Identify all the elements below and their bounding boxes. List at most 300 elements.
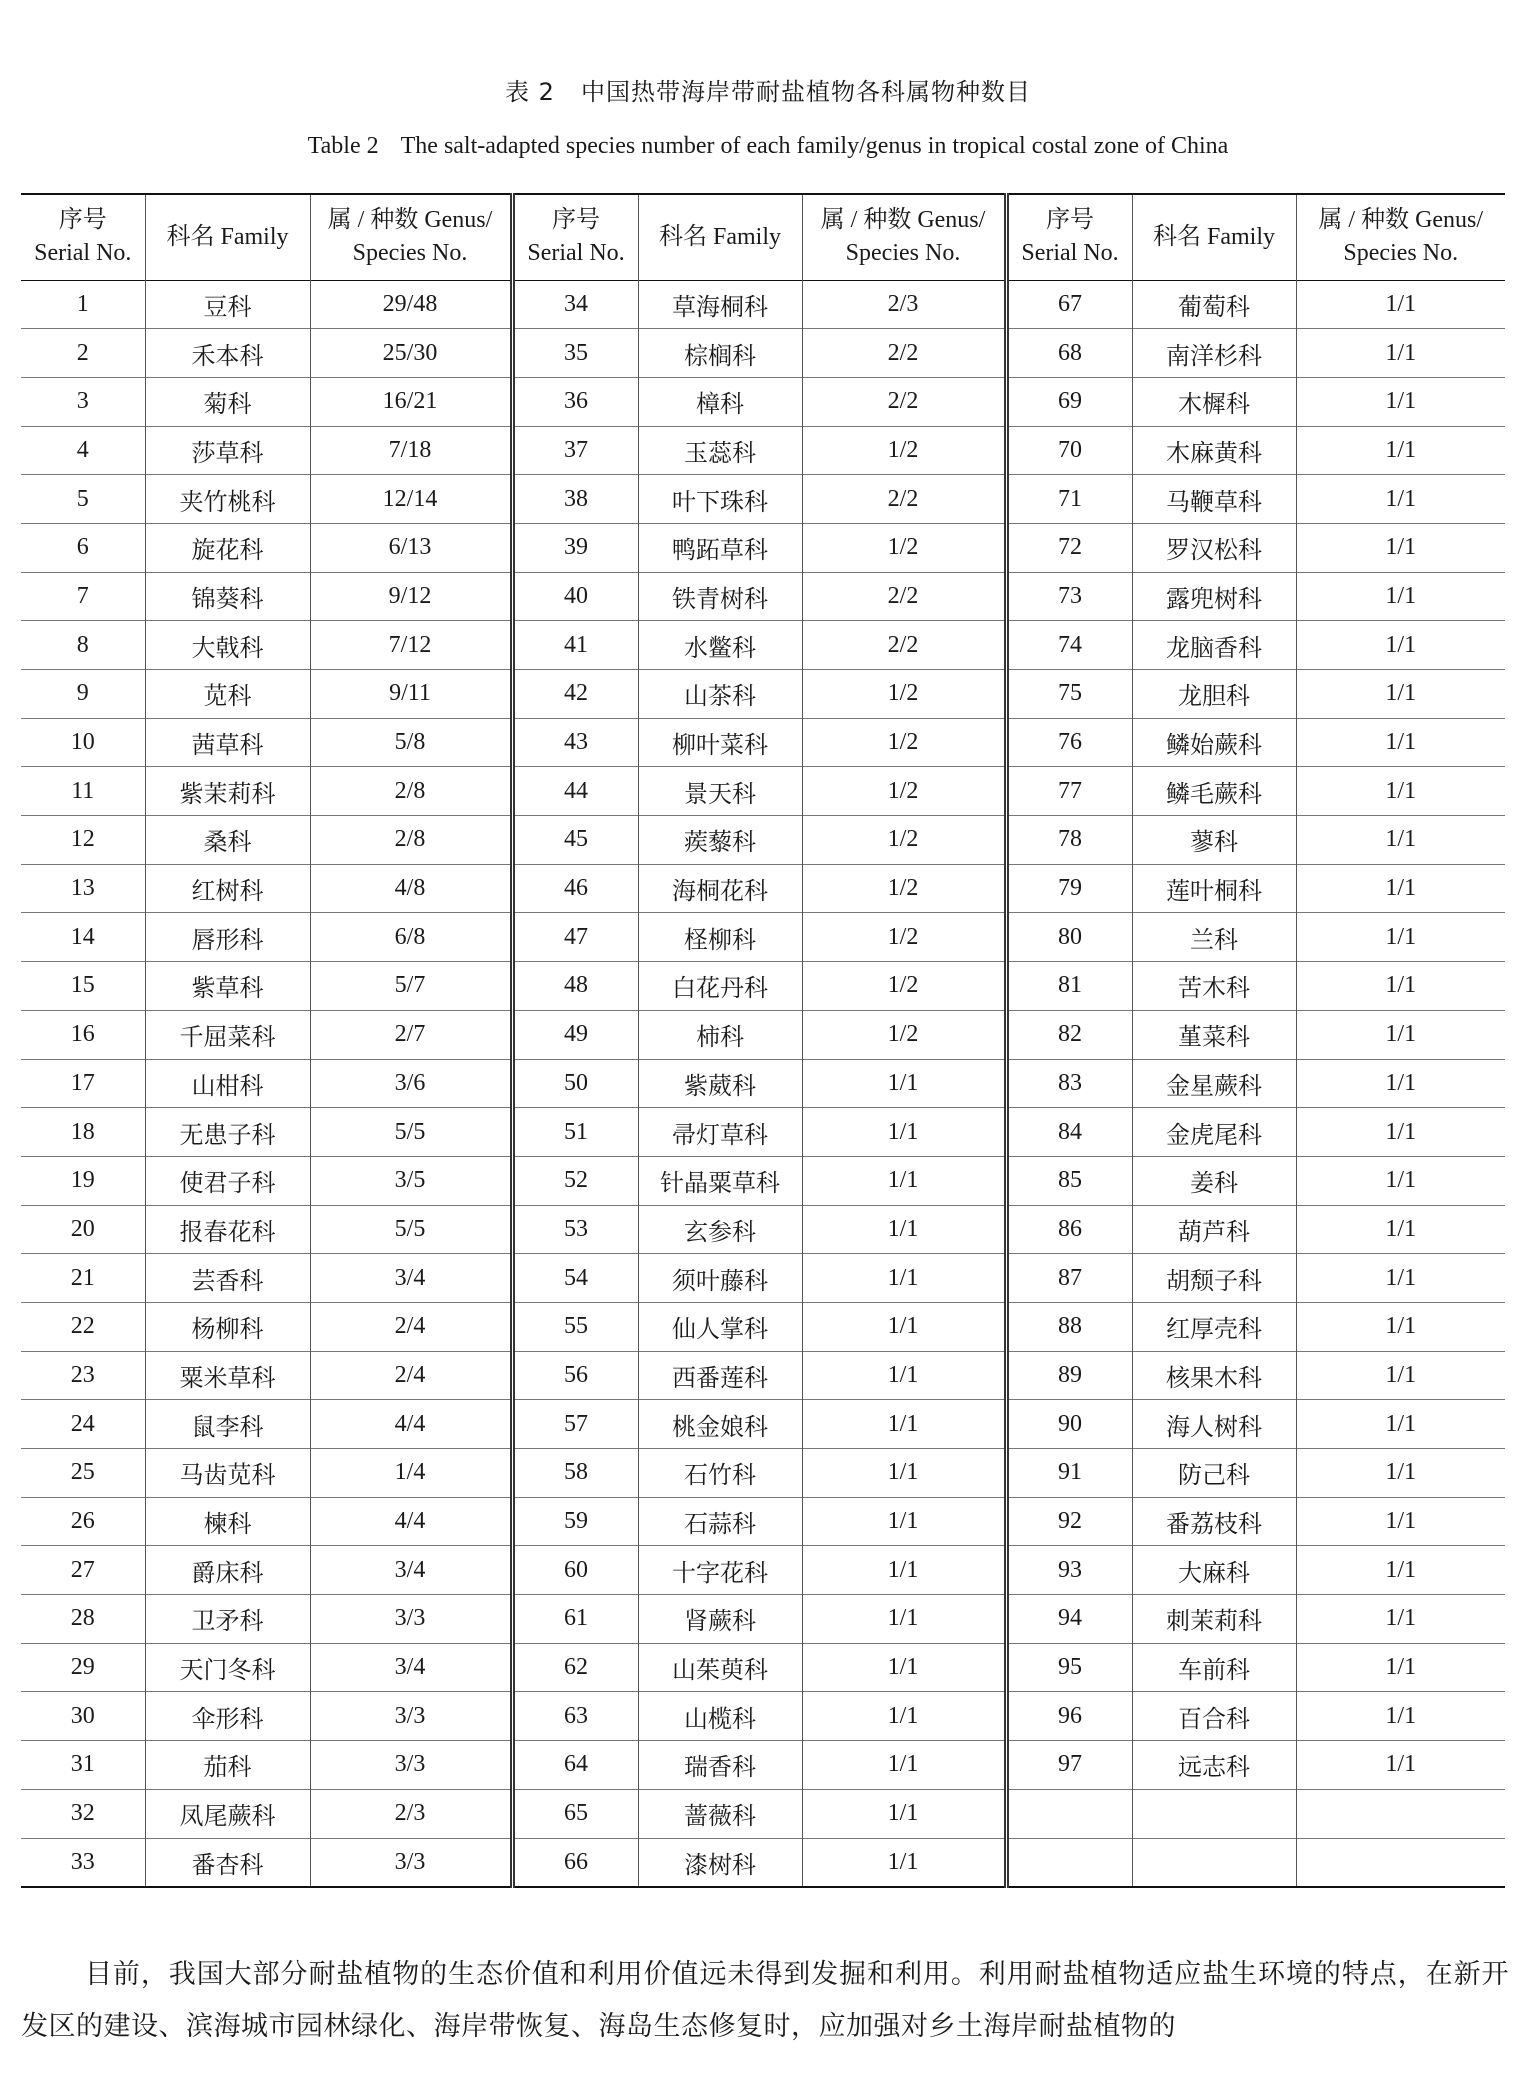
header-family: 科名 Family [638, 194, 802, 280]
table-row [21, 962, 1505, 1011]
serial-cell: 61 [512, 1595, 638, 1644]
family-cell: 海桐花科 [638, 864, 802, 913]
count-cell: 5/8 [310, 718, 512, 767]
family-cell: 山茶科 [638, 670, 802, 719]
family-cell: 桑科 [145, 816, 310, 865]
family-cell: 刺茉莉科 [1132, 1595, 1296, 1644]
count-cell: 2/3 [310, 1789, 512, 1838]
serial-cell: 67 [1006, 280, 1132, 329]
count-cell: 1/1 [1296, 1449, 1505, 1498]
serial-cell: 71 [1006, 475, 1132, 524]
serial-cell: 9 [76, 680, 89, 707]
family-cell: 防己科 [1132, 1449, 1296, 1498]
count-cell: 1/2 [802, 426, 1006, 475]
count-cell: 1/1 [1296, 1351, 1505, 1400]
serial-cell: 76 [1006, 718, 1132, 767]
serial-cell: 28 [70, 1605, 95, 1632]
family-cell: 海人树科 [1132, 1400, 1296, 1449]
count-cell: 1/1 [1296, 816, 1505, 865]
family-cell: 锦葵科 [145, 572, 310, 621]
table-row [21, 329, 1505, 378]
count-cell: 7/18 [310, 426, 512, 475]
serial-cell: 41 [512, 621, 638, 670]
table-number-en: Table 2 [307, 133, 379, 159]
header-count: 属 / 种数 Genus/ Species No. [310, 194, 512, 280]
count-cell: 2/2 [802, 621, 1006, 670]
table-row [21, 1595, 1505, 1644]
count-cell: 5/5 [310, 1108, 512, 1157]
family-cell: 番荔枝科 [1132, 1497, 1296, 1546]
serial-cell: 29 [70, 1654, 95, 1681]
serial-cell: 80 [1006, 913, 1132, 962]
serial-cell: 34 [512, 280, 638, 329]
count-cell: 5/7 [310, 962, 512, 1011]
family-cell: 南洋杉科 [1132, 329, 1296, 378]
serial-cell: 56 [512, 1351, 638, 1400]
family-cell: 山茱萸科 [638, 1643, 802, 1692]
body-paragraph: 目前，我国大部分耐盐植物的生态价值和利用价值远未得到发掘和利用。利用耐盐植物适应盐生环境的特点，在新开发区的建设、滨海城市园林绿化、海岸带恢复、海岛生态修复时，应加强对乡土海岸耐盐植物的 [21, 1959, 1509, 2042]
family-cell: 蓼科 [1132, 816, 1296, 865]
table-row [21, 1156, 1505, 1205]
table-row [21, 913, 1505, 962]
family-cell: 葡萄科 [1132, 280, 1296, 329]
serial-cell: 15 [70, 972, 95, 999]
family-cell: 马鞭草科 [1132, 475, 1296, 524]
count-cell: 6/13 [310, 523, 512, 572]
serial-cell: 43 [512, 718, 638, 767]
family-cell: 柽柳科 [638, 913, 802, 962]
count-cell: 25/30 [310, 329, 512, 378]
family-cell: 夹竹桃科 [145, 475, 310, 524]
count-cell: 1/1 [802, 1497, 1006, 1546]
serial-cell: 37 [512, 426, 638, 475]
count-cell: 1/1 [1296, 1108, 1505, 1157]
header-serial: 序号 Serial No. [1006, 194, 1132, 280]
count-cell: 1/1 [802, 1302, 1006, 1351]
count-cell: 1/1 [1296, 572, 1505, 621]
serial-cell: 84 [1006, 1108, 1132, 1157]
family-cell: 罗汉松科 [1132, 523, 1296, 572]
count-cell: 1/1 [1296, 280, 1505, 329]
count-cell: 1/1 [1296, 1302, 1505, 1351]
family-cell: 姜科 [1132, 1156, 1296, 1205]
count-cell: 1/1 [1296, 1692, 1505, 1741]
serial-cell: 77 [1006, 767, 1132, 816]
serial-cell: 92 [1006, 1497, 1132, 1546]
count-cell: 3/3 [310, 1741, 512, 1790]
serial-cell: 23 [70, 1361, 95, 1388]
serial-cell: 72 [1006, 523, 1132, 572]
table-header-row [21, 194, 1505, 280]
serial-cell: 45 [512, 816, 638, 865]
count-cell: 1/1 [1296, 864, 1505, 913]
family-cell: 茜草科 [145, 718, 310, 767]
serial-cell: 52 [512, 1156, 638, 1205]
family-cell: 千屈菜科 [145, 1010, 310, 1059]
count-cell: 1/1 [802, 1205, 1006, 1254]
count-cell: 2/8 [310, 816, 512, 865]
table-row [21, 1692, 1505, 1741]
family-cell: 伞形科 [145, 1692, 310, 1741]
family-cell: 金虎尾科 [1132, 1108, 1296, 1157]
family-cell: 马齿苋科 [145, 1449, 310, 1498]
table-row [21, 1108, 1505, 1157]
count-cell: 1/1 [802, 1789, 1006, 1838]
serial-cell: 91 [1006, 1449, 1132, 1498]
family-cell: 石竹科 [638, 1449, 802, 1498]
serial-cell: 36 [512, 377, 638, 426]
serial-cell: 7 [76, 582, 89, 609]
count-cell: 9/12 [310, 572, 512, 621]
family-cell: 葫芦科 [1132, 1205, 1296, 1254]
family-cell: 胡颓子科 [1132, 1254, 1296, 1303]
serial-cell: 16 [70, 1021, 95, 1048]
serial-cell: 5 [76, 485, 89, 512]
serial-cell: 65 [512, 1789, 638, 1838]
count-cell: 2/2 [802, 572, 1006, 621]
serial-cell: 38 [512, 475, 638, 524]
count-cell: 12/14 [310, 475, 512, 524]
serial-cell [1006, 1789, 1132, 1838]
table-caption-cn [0, 72, 1536, 107]
count-cell: 1/1 [802, 1351, 1006, 1400]
table-row [21, 1838, 1505, 1887]
table-title-en: The salt-adapted species number of each family/genus in tropical costal zone of China [400, 133, 1229, 159]
count-cell: 1/1 [1296, 1595, 1505, 1644]
serial-cell: 10 [70, 729, 95, 756]
count-cell: 2/4 [310, 1351, 512, 1400]
family-cell: 木樨科 [1132, 377, 1296, 426]
family-cell: 天门冬科 [145, 1643, 310, 1692]
table-row [21, 572, 1505, 621]
count-cell: 1/1 [1296, 1400, 1505, 1449]
table-row [21, 1400, 1505, 1449]
serial-cell: 33 [70, 1848, 95, 1875]
table-row [21, 1010, 1505, 1059]
count-cell: 1/1 [1296, 523, 1505, 572]
count-cell: 1/1 [802, 1838, 1006, 1887]
table-row [21, 1449, 1505, 1498]
serial-cell: 69 [1006, 377, 1132, 426]
count-cell: 1/1 [1296, 1643, 1505, 1692]
serial-cell: 83 [1006, 1059, 1132, 1108]
table-row [21, 1546, 1505, 1595]
count-cell: 1/2 [802, 718, 1006, 767]
family-cell: 红树科 [145, 864, 310, 913]
family-cell: 龙胆科 [1132, 670, 1296, 719]
serial-cell: 75 [1006, 670, 1132, 719]
family-cell: 十字花科 [638, 1546, 802, 1595]
count-cell: 2/8 [310, 767, 512, 816]
serial-cell: 22 [70, 1313, 95, 1340]
serial-cell: 13 [70, 875, 95, 902]
serial-cell: 55 [512, 1302, 638, 1351]
serial-cell: 48 [512, 962, 638, 1011]
family-cell [1132, 1789, 1296, 1838]
count-cell: 1/2 [802, 1010, 1006, 1059]
table-caption-en [0, 133, 1536, 160]
count-cell: 3/3 [310, 1838, 512, 1887]
family-cell: 茄科 [145, 1741, 310, 1790]
family-cell: 蔷薇科 [638, 1789, 802, 1838]
count-cell: 1/1 [802, 1400, 1006, 1449]
serial-cell: 93 [1006, 1546, 1132, 1595]
family-cell: 莲叶桐科 [1132, 864, 1296, 913]
count-cell: 1/1 [1296, 377, 1505, 426]
count-cell: 1/2 [802, 816, 1006, 865]
family-cell: 鼠李科 [145, 1400, 310, 1449]
serial-cell: 59 [512, 1497, 638, 1546]
count-cell: 1/1 [1296, 329, 1505, 378]
family-cell [1132, 1838, 1296, 1887]
serial-cell: 47 [512, 913, 638, 962]
serial-cell: 54 [512, 1254, 638, 1303]
table-row [21, 1643, 1505, 1692]
count-cell [1296, 1789, 1505, 1838]
header-serial: 序号 Serial No. [34, 207, 132, 267]
serial-cell: 6 [76, 534, 89, 561]
family-cell: 露兜树科 [1132, 572, 1296, 621]
table-row [21, 864, 1505, 913]
family-cell: 白花丹科 [638, 962, 802, 1011]
table-row [21, 670, 1505, 719]
serial-cell: 25 [70, 1459, 95, 1486]
header-serial: 序号 Serial No. [512, 194, 638, 280]
count-cell: 1/1 [802, 1059, 1006, 1108]
count-cell: 1/1 [1296, 767, 1505, 816]
family-cell: 远志科 [1132, 1741, 1296, 1790]
serial-cell: 88 [1006, 1302, 1132, 1351]
header-count: 属 / 种数 Genus/ Species No. [1296, 194, 1505, 280]
count-cell: 3/4 [310, 1546, 512, 1595]
table-row [21, 1302, 1505, 1351]
count-cell: 1/1 [802, 1156, 1006, 1205]
serial-cell [1006, 1838, 1132, 1887]
serial-cell: 18 [70, 1118, 95, 1145]
serial-cell: 32 [70, 1800, 95, 1827]
count-cell: 1/1 [802, 1692, 1006, 1741]
family-cell: 兰科 [1132, 913, 1296, 962]
serial-cell: 31 [70, 1751, 95, 1778]
count-cell: 7/12 [310, 621, 512, 670]
count-cell: 1/1 [1296, 1741, 1505, 1790]
family-cell: 石蒜科 [638, 1497, 802, 1546]
family-cell: 龙脑香科 [1132, 621, 1296, 670]
table-row [21, 1205, 1505, 1254]
count-cell: 1/1 [802, 1741, 1006, 1790]
table-row [21, 523, 1505, 572]
serial-cell: 46 [512, 864, 638, 913]
family-cell: 菊科 [145, 377, 310, 426]
count-cell: 1/1 [1296, 1205, 1505, 1254]
family-cell: 莎草科 [145, 426, 310, 475]
serial-cell: 82 [1006, 1010, 1132, 1059]
count-cell: 2/2 [802, 329, 1006, 378]
count-cell: 3/5 [310, 1156, 512, 1205]
serial-cell: 96 [1006, 1692, 1132, 1741]
serial-cell: 97 [1006, 1741, 1132, 1790]
serial-cell: 35 [512, 329, 638, 378]
serial-cell: 3 [76, 388, 89, 415]
family-cell: 爵床科 [145, 1546, 310, 1595]
count-cell: 1/1 [1296, 1254, 1505, 1303]
family-cell: 大麻科 [1132, 1546, 1296, 1595]
serial-cell: 85 [1006, 1156, 1132, 1205]
table-row [21, 621, 1505, 670]
count-cell: 3/3 [310, 1692, 512, 1741]
serial-cell: 89 [1006, 1351, 1132, 1400]
family-cell: 豆科 [145, 280, 310, 329]
family-cell: 肾蕨科 [638, 1595, 802, 1644]
family-cell: 蒺藜科 [638, 816, 802, 865]
serial-cell: 95 [1006, 1643, 1132, 1692]
count-cell: 1/2 [802, 523, 1006, 572]
serial-cell: 51 [512, 1108, 638, 1157]
count-cell: 1/1 [802, 1449, 1006, 1498]
family-cell: 唇形科 [145, 913, 310, 962]
family-cell: 山榄科 [638, 1692, 802, 1741]
family-cell: 大戟科 [145, 621, 310, 670]
count-cell: 3/4 [310, 1254, 512, 1303]
serial-cell: 62 [512, 1643, 638, 1692]
family-cell: 紫茉莉科 [145, 767, 310, 816]
table-row [21, 475, 1505, 524]
species-table [21, 193, 1505, 1888]
table-row [21, 1254, 1505, 1303]
table-row [21, 816, 1505, 865]
family-cell: 瑞香科 [638, 1741, 802, 1790]
table-row [21, 377, 1505, 426]
family-cell: 棕榈科 [638, 329, 802, 378]
count-cell: 1/1 [1296, 1059, 1505, 1108]
serial-cell: 12 [70, 826, 95, 853]
count-cell: 1/1 [1296, 913, 1505, 962]
family-cell: 百合科 [1132, 1692, 1296, 1741]
family-cell: 凤尾蕨科 [145, 1789, 310, 1838]
table-row [21, 280, 1505, 329]
family-cell: 须叶藤科 [638, 1254, 802, 1303]
table-row [21, 1741, 1505, 1790]
serial-cell: 27 [70, 1556, 95, 1583]
family-cell: 鳞毛蕨科 [1132, 767, 1296, 816]
serial-cell: 26 [70, 1508, 95, 1535]
family-cell: 鳞始蕨科 [1132, 718, 1296, 767]
count-cell: 4/8 [310, 864, 512, 913]
family-cell: 紫葳科 [638, 1059, 802, 1108]
serial-cell: 50 [512, 1059, 638, 1108]
count-cell: 1/1 [802, 1595, 1006, 1644]
count-cell [1296, 1838, 1505, 1887]
serial-cell: 8 [76, 631, 89, 658]
family-cell: 红厚壳科 [1132, 1302, 1296, 1351]
serial-cell: 19 [70, 1167, 95, 1194]
family-cell: 卫矛科 [145, 1595, 310, 1644]
count-cell: 1/1 [1296, 1156, 1505, 1205]
header-family: 科名 Family [145, 194, 310, 280]
count-cell: 1/1 [1296, 718, 1505, 767]
serial-cell: 44 [512, 767, 638, 816]
serial-cell: 2 [76, 339, 89, 366]
serial-cell: 94 [1006, 1595, 1132, 1644]
count-cell: 5/5 [310, 1205, 512, 1254]
count-cell: 2/7 [310, 1010, 512, 1059]
serial-cell: 68 [1006, 329, 1132, 378]
family-cell: 杨柳科 [145, 1302, 310, 1351]
serial-cell: 74 [1006, 621, 1132, 670]
family-cell: 苦木科 [1132, 962, 1296, 1011]
serial-cell: 40 [512, 572, 638, 621]
count-cell: 1/1 [802, 1254, 1006, 1303]
serial-cell: 57 [512, 1400, 638, 1449]
serial-cell: 20 [70, 1215, 95, 1242]
family-cell: 芸香科 [145, 1254, 310, 1303]
count-cell: 3/3 [310, 1595, 512, 1644]
table-body [21, 280, 1505, 1887]
table-row [21, 1059, 1505, 1108]
family-cell: 番杏科 [145, 1838, 310, 1887]
count-cell: 9/11 [310, 670, 512, 719]
family-cell: 车前科 [1132, 1643, 1296, 1692]
family-cell: 针晶粟草科 [638, 1156, 802, 1205]
family-cell: 柳叶菜科 [638, 718, 802, 767]
family-cell: 鸭跖草科 [638, 523, 802, 572]
serial-cell: 30 [70, 1702, 95, 1729]
count-cell: 1/1 [1296, 1546, 1505, 1595]
serial-cell: 90 [1006, 1400, 1132, 1449]
family-cell: 叶下珠科 [638, 475, 802, 524]
family-cell: 玄参科 [638, 1205, 802, 1254]
serial-cell: 11 [71, 777, 95, 804]
family-cell: 景天科 [638, 767, 802, 816]
table-row [21, 1351, 1505, 1400]
count-cell: 1/1 [1296, 962, 1505, 1011]
table-title-cn: 中国热带海岸带耐盐植物各科属物种数目 [580, 78, 1031, 106]
table-row [21, 1789, 1505, 1838]
serial-cell: 78 [1006, 816, 1132, 865]
serial-cell: 24 [70, 1410, 95, 1437]
serial-cell: 66 [512, 1838, 638, 1887]
count-cell: 2/4 [310, 1302, 512, 1351]
count-cell: 2/3 [802, 280, 1006, 329]
count-cell: 1/2 [802, 767, 1006, 816]
serial-cell: 87 [1006, 1254, 1132, 1303]
header-count: 属 / 种数 Genus/ Species No. [802, 194, 1006, 280]
count-cell: 1/1 [1296, 475, 1505, 524]
family-cell: 使君子科 [145, 1156, 310, 1205]
serial-cell: 70 [1006, 426, 1132, 475]
serial-cell: 63 [512, 1692, 638, 1741]
count-cell: 2/2 [802, 475, 1006, 524]
table-row [21, 718, 1505, 767]
count-cell: 1/1 [1296, 670, 1505, 719]
count-cell: 4/4 [310, 1497, 512, 1546]
family-cell: 紫草科 [145, 962, 310, 1011]
count-cell: 1/1 [802, 1546, 1006, 1595]
count-cell: 3/4 [310, 1643, 512, 1692]
family-cell: 金星蕨科 [1132, 1059, 1296, 1108]
count-cell: 1/1 [802, 1643, 1006, 1692]
serial-cell: 60 [512, 1546, 638, 1595]
count-cell: 1/2 [802, 962, 1006, 1011]
count-cell: 1/2 [802, 670, 1006, 719]
serial-cell: 1 [76, 290, 89, 317]
serial-cell: 14 [70, 923, 95, 950]
count-cell: 1/1 [1296, 1497, 1505, 1546]
family-cell: 报春花科 [145, 1205, 310, 1254]
family-cell: 山柑科 [145, 1059, 310, 1108]
serial-cell: 42 [512, 670, 638, 719]
family-cell: 柿科 [638, 1010, 802, 1059]
